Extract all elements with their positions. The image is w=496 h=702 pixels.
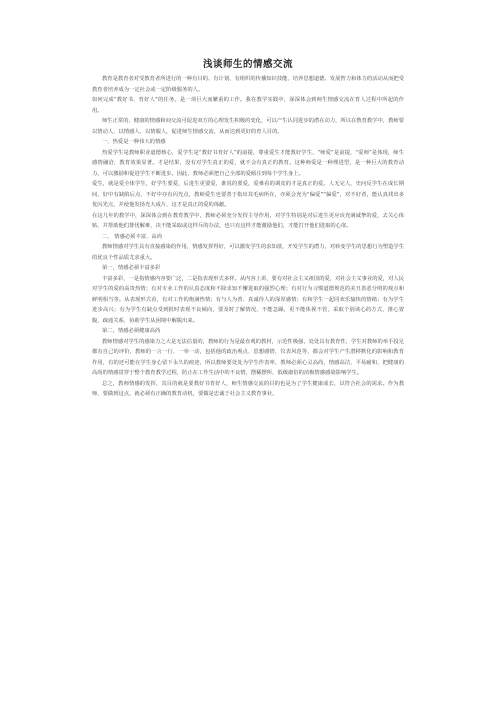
document-title: 浅谈师生的情感交流: [202, 59, 293, 70]
paragraph: 第二，情感必须健康高尚: [102, 328, 161, 334]
document-body: [92, 74, 404, 400]
paragraph: 教师情感对学生具有直接感染的作用，情感发挥得好，可以激发学生的求知欲，开发学生的潜力，对转变学生的思想行为塑造学生的优良个性品质尤求重大。: [92, 244, 404, 261]
paragraph: 爱生，就是爱全体学生，好学生要爱，后进生更要爱，谁说的要爱，爱难看的调皮的才是真正的爱。人无完人，史问反学生在成长期间，好中有缺陷后点，不好中亦有闪光点，教师爱生也要善于指出其毛病所在，亦须会充为“偏爱”“偏爱”，对不好者，能认真找出多优闪光点，并使他发扬光大成片，这才是真正的爱的体献。: [92, 181, 404, 208]
paragraph: 在这几年的教学中，深深体会到在教育教学中，教师必须充分发挥主导作用，对学生特别是对后进生更应该充满诚挚的爱，去关心体贴，并帮助他们排忧解难，决不能采取或这样斥的办法，也只有这样才能激励他们，才能打开他们进取的心扉。: [92, 212, 404, 229]
paragraph: 热爱学生是教师职业道德核心，爱学生是“教好书育好人”的前提，尊重爱生才能教好学生，“师爱”是前提，“爱师”是体现，师生感情融洽，教育效果显著。才是结果，没有对学生真正的爱，就不会有真正的教育。这种师爱是一种理进型，是一种巨大的教育动力，可以激励和促进学生不断进步。因此，教师必须把自己全部的爱倾注到每个学生身上。: [92, 149, 404, 177]
paragraph: 教师情感对学生的感染力之大是无法估量的，教师的行为是最直观的教材，示范性极强，处处具有教育性，学生对教师的举手投足都有自己的评价，教师的一言一行、一举一动，包括他的政治观点、思想感情，仪表风范等，都会对学生产生潜移默化的影响和教育作用，有的还可能在学生身心留下永久的痕迹，所以教师要处处为学生作表率，教师必须心灵高尚，情感高洁，平易耐和，把健康的高尚的情感贯穿于整个教育教学过程，防止在工作生活中的不良情，摆稀摆所，低级庸俗的消极情感感染影响学生。: [92, 338, 404, 376]
paragraph: 总之，教师情感的发挥，其目的就是要教好书育好人，师生情感交流的目的也是为了学生健康成长，以符合社会的需求。作为教师，要做到这点，就必须有正确的教育动机，要做是忠诚于社会主义教育事业。: [92, 380, 404, 397]
paragraph: 师生正常的、健康的情感和间交流可促进双方的心理发生积极的变化，可以产生认同进步的潜在动力，所以在教育教学中，教师要以情动人、以情感人、以情服人，促进师生情感交流，从而达到更好的育人目的。: [92, 118, 404, 135]
paragraph: 教育是教育者对受教育者所进行的一种有目的、有计划、有组织的传播知识技能、培养思想道德、发展智力和体力的活动从而把受教育者培养成为一定社会或一定阶级服务的人。: [92, 76, 404, 93]
paragraph: 二、 情感必须丰富、高尚: [102, 233, 162, 240]
paragraph: 如何完成“教好书、育好人”的任务，是一项巨大而繁重的工作。我在教学实践中，深深体会到师生情感交流在育人过程中所起的作用。: [92, 97, 404, 114]
paragraph: 第一，情感必须丰富多彩: [102, 265, 161, 271]
paragraph: 丰富多彩，一是指情感内容要广泛，二是指表现形式多样。从内容上讲，要有对社会主义祖国的爱，对社会主义事业的爱，对人民对学生的爱的高贵热情；有对专业工作的认真态度和不除求知不懈进取的强烈心理；有对行为习惯道德规范的美丑善恶分明的观点和鲜明相当等。从表现形式看，有对工作的炮满热情；有与人为善、真诚待人的深厚感情；有和学生一起同欢乐愉快的情绪；有为学生进步高兴；有为学生有缺点受到批时表现不良倾向，要及时了解情况，不能急躁，更不能体视不管，采取个别谈心的方式，推心置腹，疏通关系，协助学生从困境中解脱出来。: [92, 275, 404, 324]
paragraph: 一、热爱是一种伟大的情感: [102, 139, 166, 145]
